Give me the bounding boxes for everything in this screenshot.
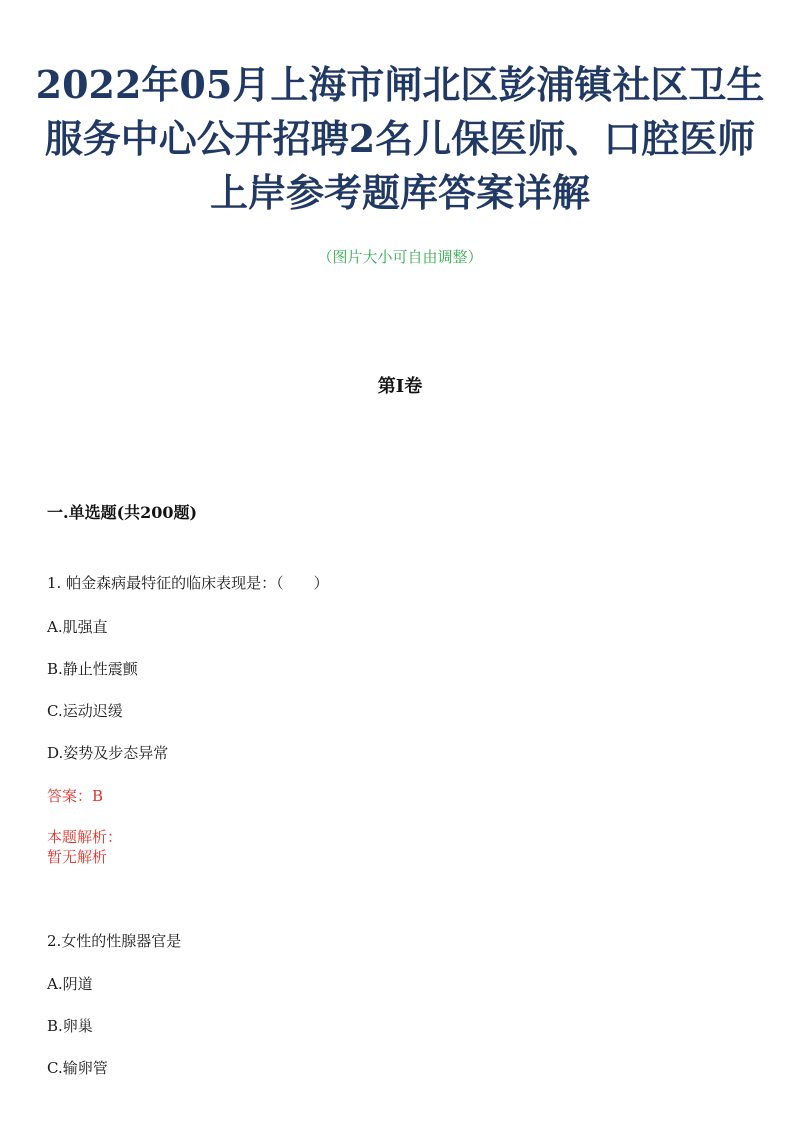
- question-1-analysis-label: 本题解析：: [47, 828, 123, 846]
- question-2-stem: 2.女性的性腺器官是: [47, 932, 182, 950]
- document-title: [30, 58, 770, 220]
- title-line-2: 服务中心公开招聘2名儿保医师、口腔医师: [44, 116, 756, 161]
- question-1-analysis-text: 暂无解析: [47, 848, 108, 866]
- question-2-option-c: C.输卵管: [47, 1059, 108, 1077]
- question-1-option-c: C.运动迟缓: [47, 702, 123, 720]
- volume-heading: 第I卷: [377, 376, 423, 397]
- question-1-option-b: B.静止性震颤: [47, 660, 138, 678]
- question-2-option-a: A.阴道: [47, 975, 93, 993]
- question-1-option-a: A.肌强直: [47, 618, 108, 636]
- question-1-option-d: D.姿势及步态异常: [47, 744, 169, 762]
- question-1-answer: 答案：B: [47, 787, 104, 805]
- title-line-1: 2022年05月上海市闸北区彭浦镇社区卫生: [35, 62, 765, 107]
- question-1-stem: 1. 帕金森病最特征的临床表现是：（ ）: [47, 574, 329, 592]
- question-2-option-b: B.卵巢: [47, 1017, 93, 1035]
- title-line-3: 上岸参考题库答案详解: [209, 170, 590, 215]
- image-size-note: （图片大小可自由调整）: [317, 248, 483, 266]
- section-heading: 一.单选题(共200题): [47, 503, 198, 522]
